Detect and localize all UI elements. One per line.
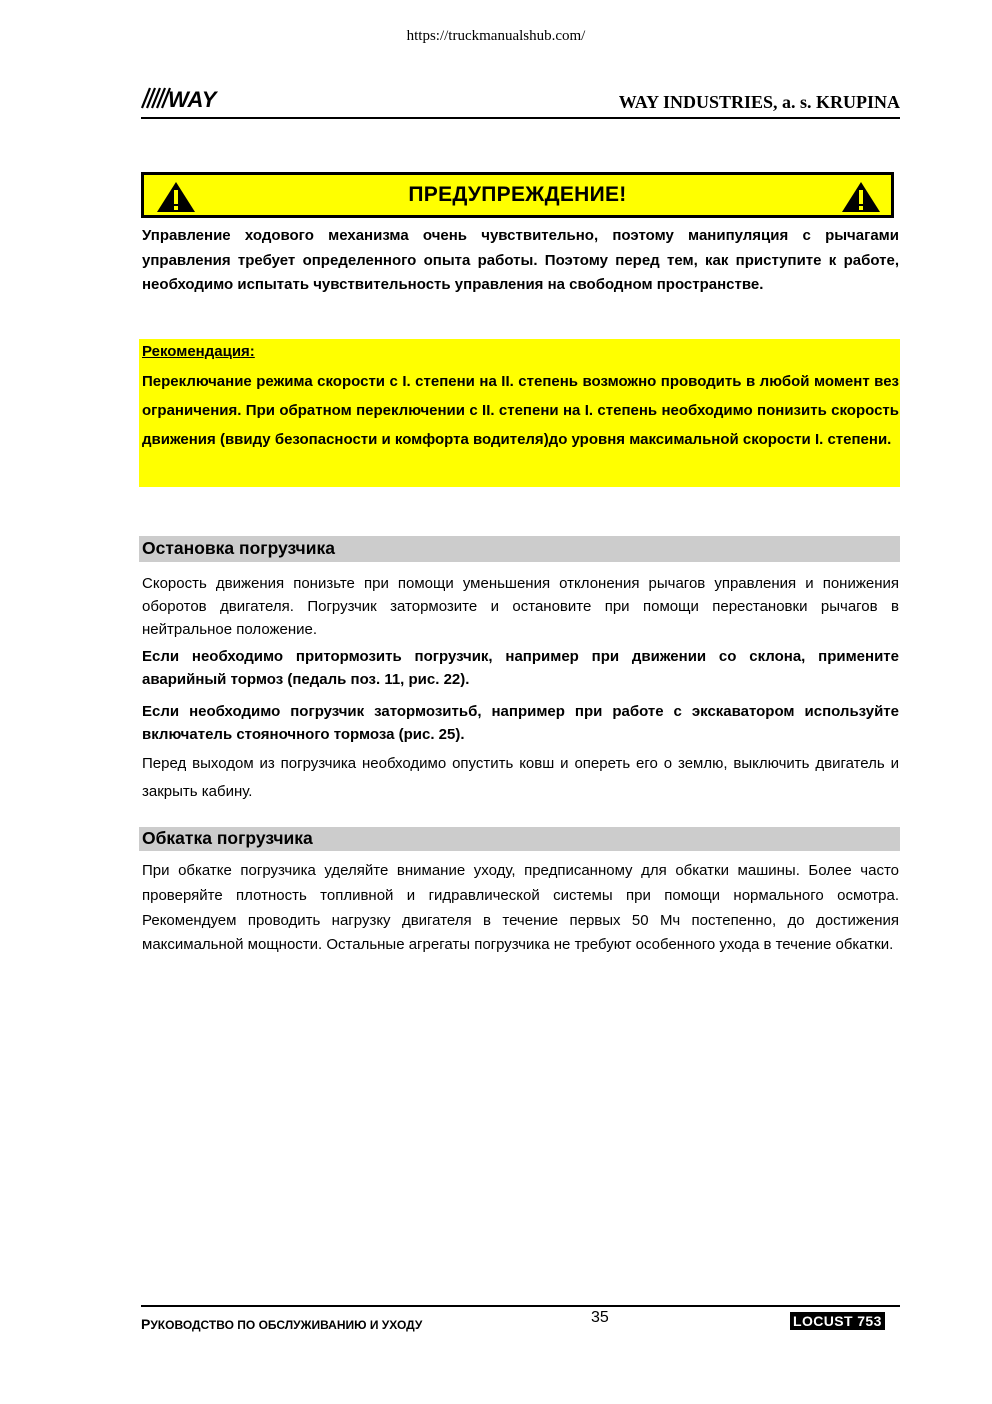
footer-manual-title: РУКОВОДСТВО ПО ОБСЛУЖИВАНИЮ И УХОДУ (141, 1316, 423, 1332)
warning-triangle-icon (841, 181, 881, 213)
company-name: WAY INDUSTRIES, a. s. KRUPINA (618, 92, 900, 112)
footer-divider (141, 1305, 900, 1307)
svg-text:WAY: WAY (168, 87, 217, 109)
section-title-stop: Остановка погрузчика (142, 538, 335, 558)
warning-banner (141, 172, 894, 218)
runin-paragraph: При обкатке погрузчика уделяйте внимание уходу, предписанному для обкатки машины. Более часто проверяйте плотность топливной и гидравлической системы при помощи нормального осмотра. Рекомендуем проводить нагрузку двигателя в течение первых 50 Мч постепенно, до достижения максимальной мощности. Остальные агрегаты погрузчика не требуют особенного ухода в течение обкатки. (142, 862, 899, 954)
recommendation-title: Рекомендация: (142, 343, 255, 360)
source-url: https://truckmanualshub.com/ (406, 28, 586, 44)
stop-paragraph-2: Если необходимо притормозить погрузчик, например при движении со склона, примените аварийный тормоз (педаль поз. 11, рис. 22). (142, 648, 899, 688)
model-badge: LOCUST 753 (790, 1312, 885, 1330)
stop-paragraph-4: Перед выходом из погрузчика необходимо опустить ковш и опереть его о землю, выключить двигатель и закрыть кабину. (142, 755, 899, 800)
warning-title: ПРЕДУПРЕЖДЕНИЕ! (408, 183, 627, 206)
recommendation-text: Переключание режима скорости с I. степени на II. степень возможно проводить в любой момент вез ограничения. При обратном переключении с II. степени на I. степень необходимо понизить скорость движения (ввиду безопасности и комфорта водителя)до уровня максимальной скорости I. степени. (142, 373, 899, 448)
warning-triangle-icon (156, 181, 196, 213)
header-divider (141, 117, 900, 119)
stop-paragraph-3: Если необходимо погрузчик затормозитьб, например при работе с экскаватором используйте включатель стояночного тормоза (рис. 25). (142, 703, 899, 743)
warning-text: Управление ходового механизма очень чувствительно, поэтому манипуляция с рычагами управления требует определенного опыта работы. Поэтому перед тем, как приступите к работе, необходимо испытать чувствительность управления на свободном пространстве. (142, 227, 899, 293)
section-title-runin: Обкатка погрузчика (142, 828, 313, 848)
stop-paragraph-1: Скорость движения понизьте при помощи уменьшения отклонения рычагов управления и понижения оборотов двигателя. Погрузчик затормозите и остановите при помощи перестановки рычагов в нейтральное положение. (142, 575, 899, 638)
page-number: 35 (591, 1309, 609, 1326)
way-logo (141, 87, 225, 109)
